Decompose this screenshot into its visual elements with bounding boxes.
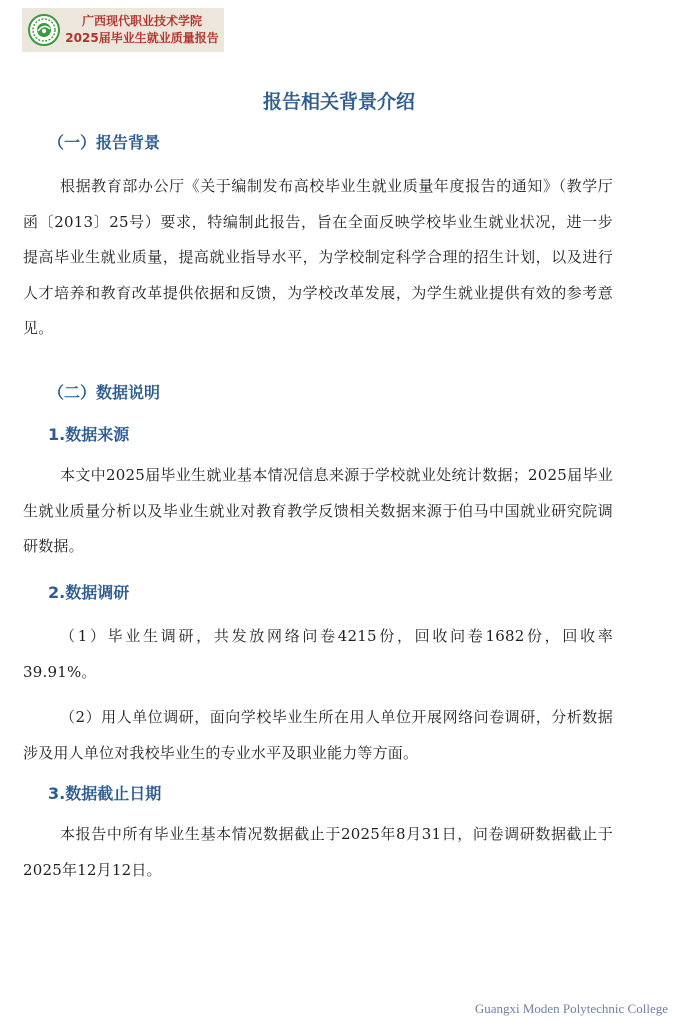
paragraph-employer-survey: （2）用人单位调研，面向学校毕业生所在用人单位开展网络问卷调研，分析数据涉及用人单位对我校毕业生的专业水平及职业能力等方面。 — [23, 708, 613, 762]
header-school-name: 广西现代职业技术学院 — [81, 14, 202, 28]
paragraph-data-deadline: 本报告中所有毕业生基本情况数据截止于2025年8月31日，问卷调研数据截止于2025年12月12日。 — [23, 825, 613, 879]
subheading-data-deadline: 3.数据截止日期 — [48, 784, 162, 803]
section-heading-data: （二）数据说明 — [48, 383, 161, 402]
paragraph-data-source: 本文中2025届毕业生就业基本情况信息来源于学校就业处统计数据；2025届毕业生就业质量分析以及毕业生就业对教育教学反馈相关数据来源于伯马中国就业研究院调研数据。 — [23, 466, 613, 555]
college-logo-icon — [28, 14, 60, 46]
header-banner — [22, 8, 224, 52]
header-report-name: 2025届毕业生就业质量报告 — [65, 31, 219, 45]
page-title: 报告相关背景介绍 — [262, 91, 415, 113]
section-heading-background: （一）报告背景 — [48, 133, 161, 152]
subheading-data-source: 1.数据来源 — [48, 425, 130, 444]
subheading-data-survey: 2.数据调研 — [48, 583, 130, 602]
paragraph-background: 根据教育部办公厅《关于编制发布高校毕业生就业质量年度报告的通知》（教学厅函〔2013〕25号）要求，特编制此报告，旨在全面反映学校毕业生就业状况，进一步提高毕业生就业质量，提高就业指导水平，为学校制定科学合理的招生计划，以及进行人才培养和教育改革提供依据和反馈，为学校改革发展，为学生就业提供有效的参考意见。 — [23, 177, 613, 337]
paragraph-graduate-survey: （1）毕业生调研，共发放网络问卷4215份，回收问卷1682份，回收率39.91%。 — [23, 627, 613, 681]
footer-college-name: Guangxi Moden Polytechnic College — [474, 1001, 668, 1016]
header-text — [64, 13, 220, 47]
